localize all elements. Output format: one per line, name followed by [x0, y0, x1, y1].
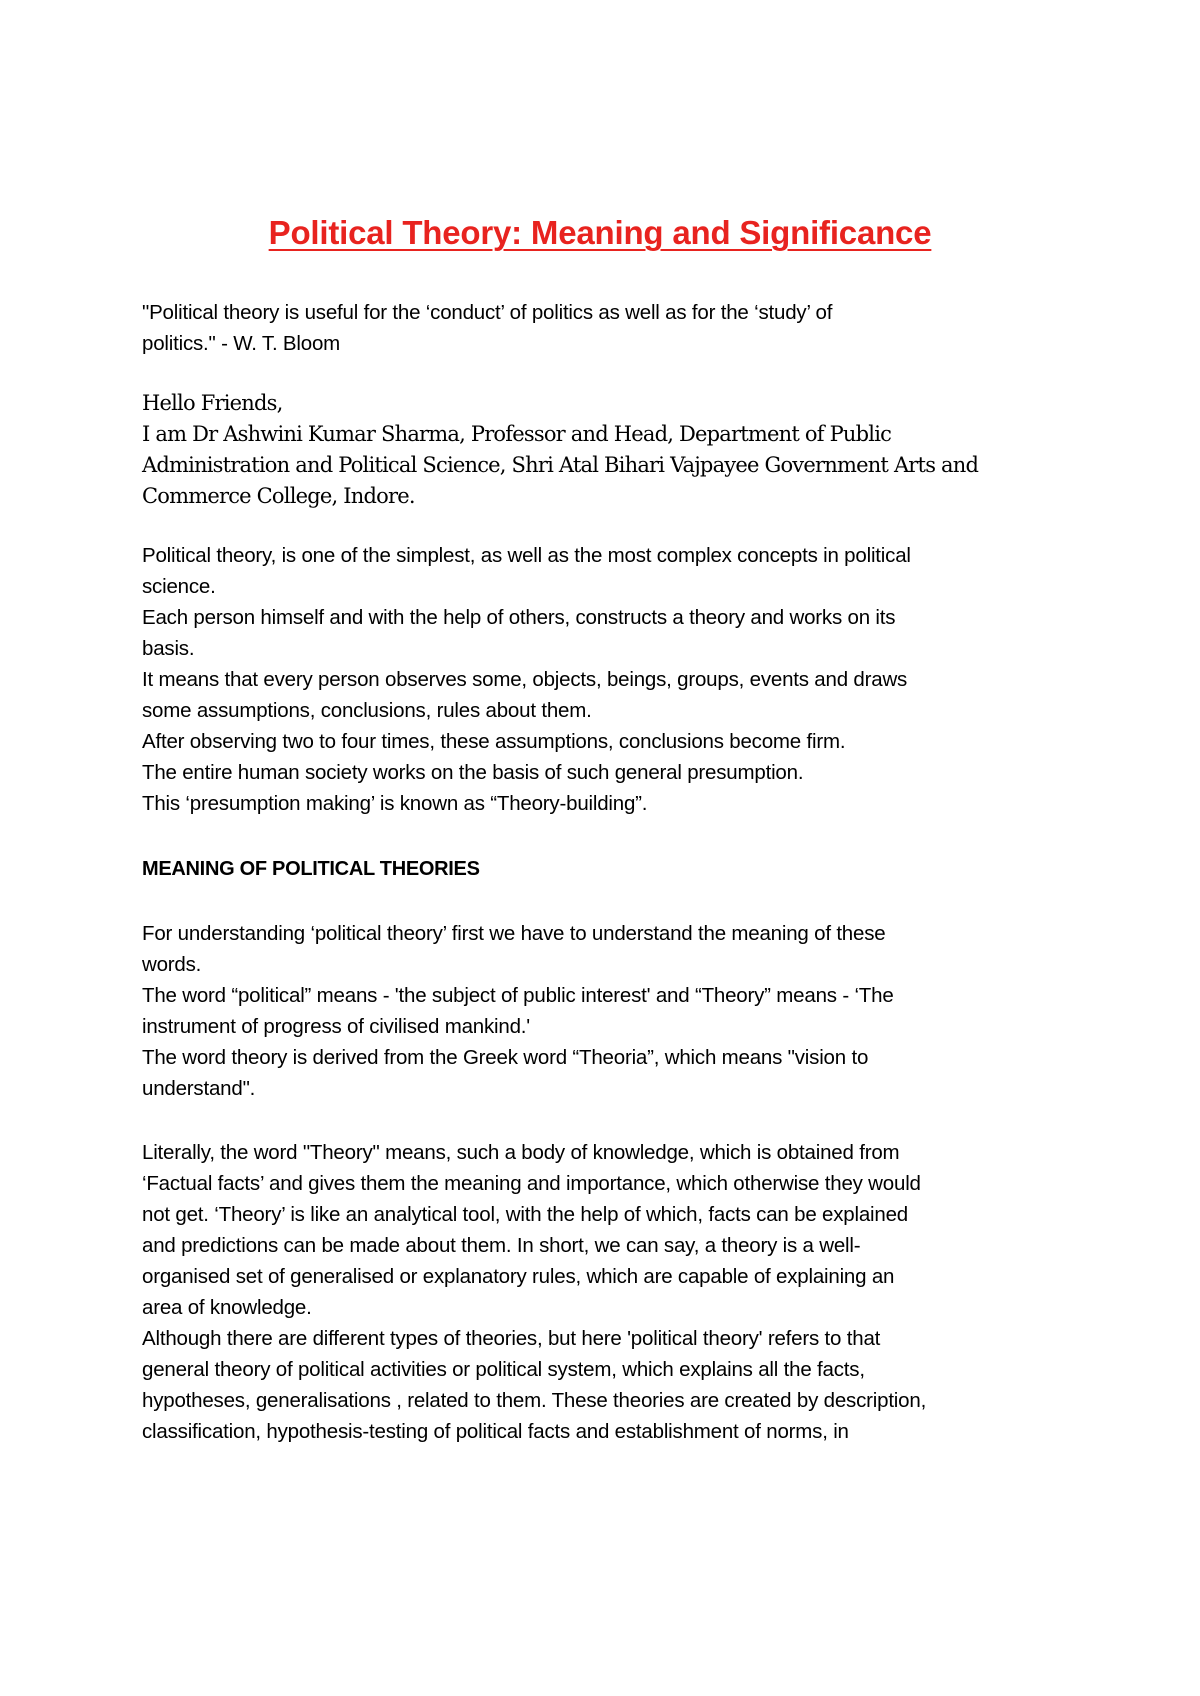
meaning-line: The word theory is derived from the Greek word “Theoria”, which means "vision to [142, 1046, 869, 1069]
greeting-line: Administration and Political Science, Shri Atal Bihari Vajpayee Government Arts and [142, 453, 979, 477]
meaning-line: instrument of progress of civilised mankind.' [142, 1015, 530, 1038]
literal-line: not get. ‘Theory’ is like an analytical tool, with the help of which, facts can be explained [142, 1203, 908, 1226]
intro-line: The entire human society works on the basis of such general presumption. [142, 761, 804, 784]
quote-line: politics." - W. T. Bloom [142, 332, 341, 355]
intro-line: Political theory, is one of the simplest, as well as the most complex concepts in political [142, 544, 911, 567]
intro-line: It means that every person observes some, objects, beings, groups, events and draws [142, 668, 908, 691]
greeting-line: I am Dr Ashwini Kumar Sharma, Professor and Head, Department of Public [142, 422, 892, 446]
meaning-line: understand". [142, 1077, 256, 1100]
literal-line: and predictions can be made about them. In short, we can say, a theory is a well- [142, 1234, 861, 1257]
intro-line: some assumptions, conclusions, rules about them. [142, 699, 592, 722]
meaning-line: For understanding ‘political theory’ first we have to understand the meaning of these [142, 922, 886, 945]
meaning-line: The word “political” means - 'the subject of public interest' and “Theory” means - ‘The [142, 984, 894, 1007]
greeting-line: Commerce College, Indore. [142, 484, 415, 508]
literal-line: organised set of generalised or explanatory rules, which are capable of explaining an [142, 1265, 895, 1288]
meaning-paragraph [142, 918, 1082, 1104]
intro-line: science. [142, 575, 216, 598]
section-heading: MEANING OF POLITICAL THEORIES [142, 858, 480, 880]
intro-paragraph [142, 540, 1082, 819]
literal-line: ‘Factual facts’ and gives them the meaning and importance, which otherwise they would [142, 1172, 921, 1195]
document-title: Political Theory: Meaning and Significance [268, 214, 932, 251]
intro-line: After observing two to four times, these assumptions, conclusions become firm. [142, 730, 846, 753]
author-greeting [142, 388, 1082, 512]
meaning-line: words. [142, 953, 202, 976]
intro-line: Each person himself and with the help of others, constructs a theory and works on its [142, 606, 896, 629]
literal-line: hypotheses, generalisations , related to them. These theories are created by description, [142, 1389, 927, 1412]
literal-line: classification, hypothesis-testing of political facts and establishment of norms, in [142, 1420, 849, 1443]
literal-line: general theory of political activities or political system, which explains all the facts, [142, 1358, 865, 1381]
literal-line: Although there are different types of theories, but here 'political theory' refers to that [142, 1327, 881, 1350]
literal-line: area of knowledge. [142, 1296, 312, 1319]
quote-line: "Political theory is useful for the ‘conduct’ of politics as well as for the ‘study’ of [142, 301, 833, 324]
intro-line: basis. [142, 637, 195, 660]
literal-meaning-paragraph [142, 1137, 1082, 1447]
literal-line: Literally, the word "Theory" means, such a body of knowledge, which is obtained from [142, 1141, 900, 1164]
greeting-line: Hello Friends, [142, 391, 283, 415]
opening-quote [142, 297, 1082, 359]
intro-line: This ‘presumption making’ is known as “Theory-building”. [142, 792, 648, 815]
